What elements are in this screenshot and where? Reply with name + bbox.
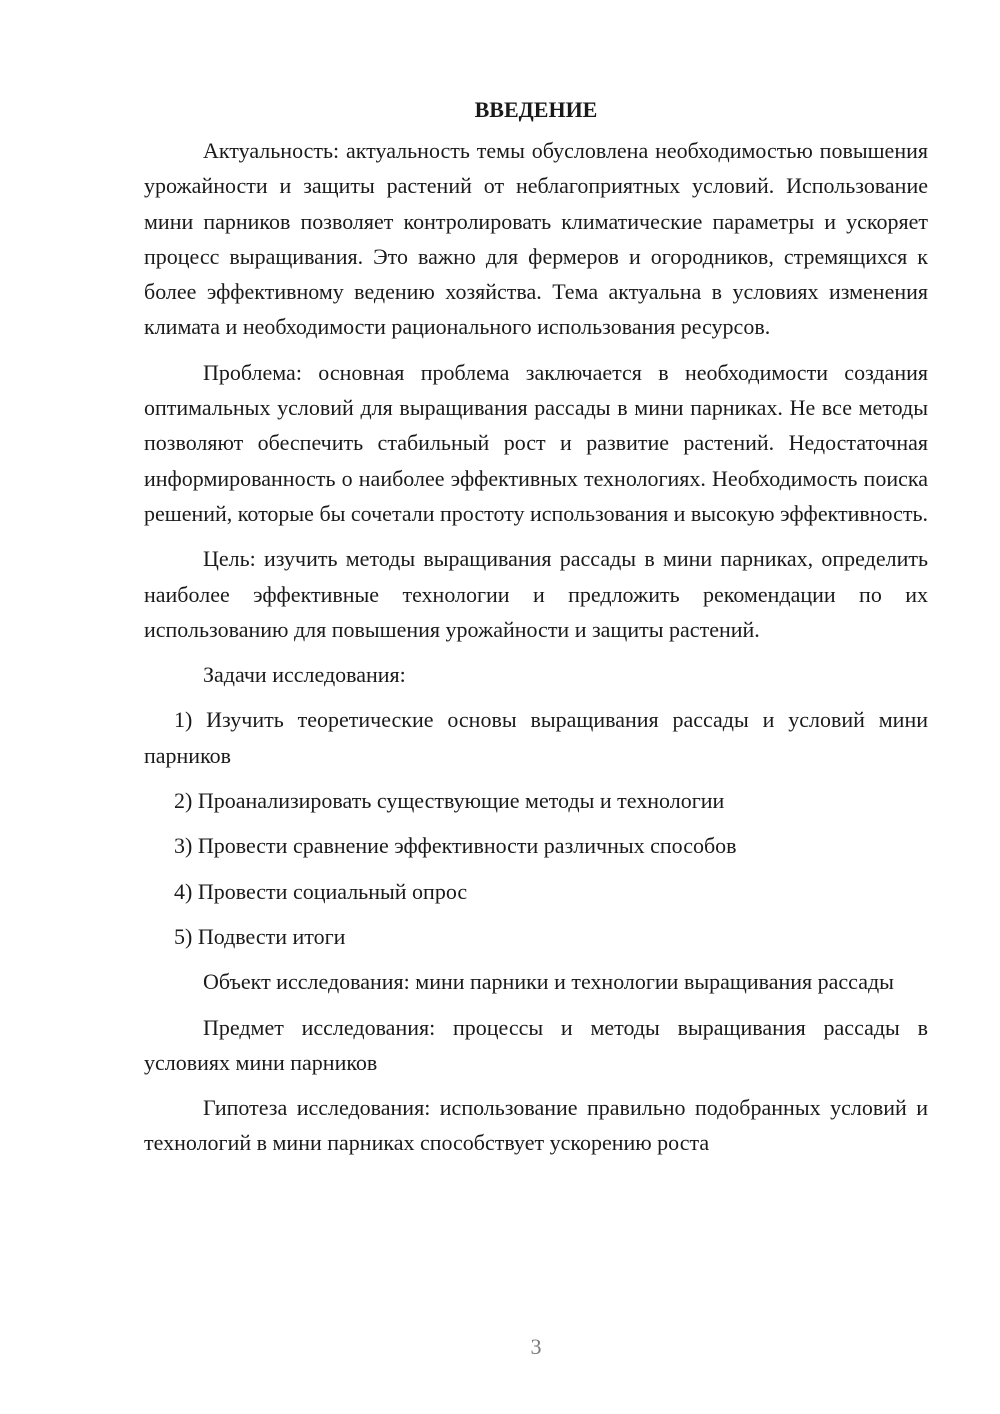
page-title: ВВЕДЕНИЕ xyxy=(474,97,598,122)
task-item: 5) Подвести итоги xyxy=(174,923,346,949)
task-item: 4) Провести социальный опрос xyxy=(174,878,468,904)
page-number: 3 xyxy=(530,1334,542,1359)
problem-paragraph: Проблема: основная проблема заключается в необходимости создания оптимальных условий для выращивания рассады в мини парниках. Не все методы позволяют обеспечить стабильный рост и развитие растений. Недостаточная информированность о наиболее эффективных технологиях. Необходимость поиска решений, которые бы сочетали простоту использования и высокую эффективность. xyxy=(144,359,928,526)
subject-paragraph: Предмет исследования: процессы и методы выращивания рассады в условиях мини парников xyxy=(144,1014,928,1075)
goal-paragraph: Цель: изучить методы выращивания рассады в мини парниках, определить наиболее эффективные технологии и предложить рекомендации по их использованию для повышения урожайности и защиты растений. xyxy=(144,546,928,642)
task-item: 3) Провести сравнение эффективности различных способов xyxy=(174,833,737,859)
task-item: 2) Проанализировать существующие методы и технологии xyxy=(174,788,725,814)
tasks-heading: Задачи исследования: xyxy=(203,662,406,688)
page-number-footer xyxy=(0,1334,1000,1360)
relevance-paragraph: Актуальность: актуальность темы обусловлена необходимостью повышения урожайности и защиты растений от неблагоприятных условий. Использование мини парников позволяет контролировать климатические параметры и ускоряет процесс выращивания. Это важно для фермеров и огородников, стремящихся к более эффективному ведению хозяйства. Тема актуальна в условиях изменения климата и необходимости рационального использования ресурсов. xyxy=(144,138,928,340)
page-body xyxy=(144,92,928,1171)
task-item: 1) Изучить теоретические основы выращивания рассады и условий мини парников xyxy=(144,707,928,768)
hypothesis-paragraph: Гипотеза исследования: использование правильно подобранных условий и технологий в мини парниках способствует ускорению роста xyxy=(144,1095,928,1156)
object-paragraph: Объект исследования: мини парники и технологии выращивания рассады xyxy=(203,969,894,995)
